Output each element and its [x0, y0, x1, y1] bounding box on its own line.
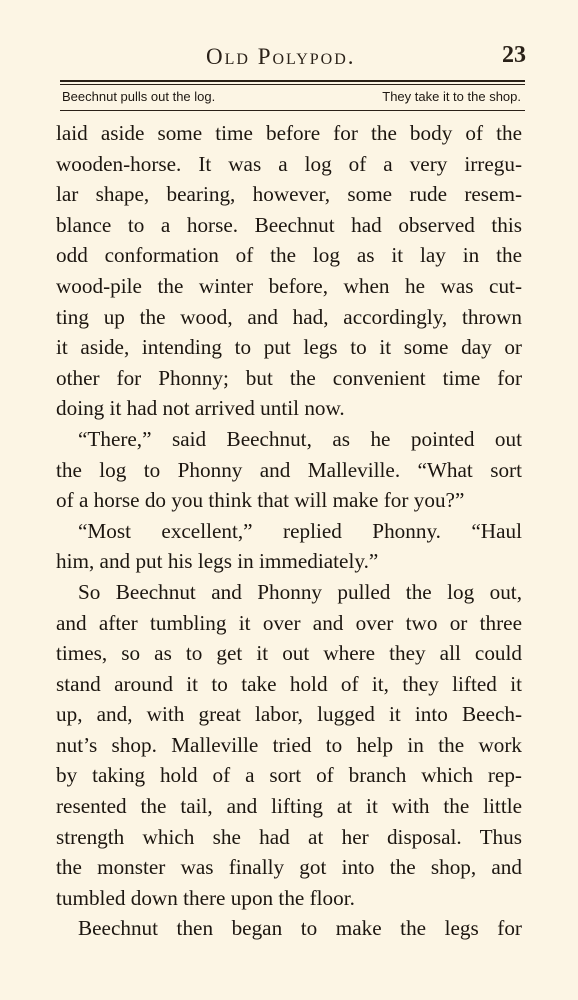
text-line: other for Phonny; but the convenient time for [56, 365, 522, 390]
subhead-left: Beechnut pulls out the log. [62, 89, 216, 104]
subhead-right: They take it to the shop. [382, 89, 521, 104]
text-line: resented the tail, and lifting at it with the little [56, 794, 522, 819]
text-line: by taking hold of a sort of branch which rep- [56, 763, 522, 788]
body-text [56, 118, 522, 944]
text-line: wooden-horse. It was a log of a very irregu- [56, 151, 522, 176]
text-line: the log to Phonny and Malleville. “What sort [56, 457, 522, 482]
text-line: So Beechnut and Phonny pulled the log out, [78, 579, 522, 604]
subhead-rule [60, 110, 525, 111]
running-head [56, 40, 526, 76]
text-line: ting up the wood, and had, accordingly, thrown [56, 304, 522, 329]
text-line: tumbled down there upon the floor. [56, 885, 355, 910]
text-line: blance to a horse. Beechnut had observed this [56, 212, 522, 237]
header-rule-thin [60, 84, 525, 85]
text-line: him, and put his legs in immediately.” [56, 549, 379, 574]
text-line: “Most excellent,” replied Phonny. “Haul [78, 518, 522, 543]
text-line: odd conformation of the log as it lay in the [56, 243, 522, 268]
text-line: nut’s shop. Malleville tried to help in the work [56, 732, 522, 757]
text-line: it aside, intending to put legs to it some day or [56, 335, 522, 360]
text-line: up, and, with great labor, lugged it into Beech- [56, 702, 522, 727]
text-line: the monster was finally got into the shop, and [56, 855, 522, 880]
text-line: times, so as to get it out where they all could [56, 641, 522, 666]
running-title: Old Polypod. [206, 44, 356, 69]
page-number: 23 [502, 42, 526, 68]
text-line: of a horse do you think that will make for you?” [56, 488, 465, 513]
text-line: lar shape, bearing, however, some rude resem- [56, 182, 522, 207]
subheads [62, 89, 521, 109]
text-line: and after tumbling it over and over two or three [56, 610, 522, 635]
text-line: stand around it to take hold of it, they lifted it [56, 671, 522, 696]
text-line: “There,” said Beechnut, as he pointed out [78, 426, 522, 451]
text-line: doing it had not arrived until now. [56, 396, 345, 421]
text-line: wood-pile the winter before, when he was cut- [56, 273, 522, 298]
header-rule-thick [60, 80, 525, 82]
text-line: laid aside some time before for the body of the [56, 121, 522, 145]
text-line: Beechnut then began to make the legs for [78, 916, 522, 941]
text-line: strength which she had at her disposal. Thus [56, 824, 522, 849]
